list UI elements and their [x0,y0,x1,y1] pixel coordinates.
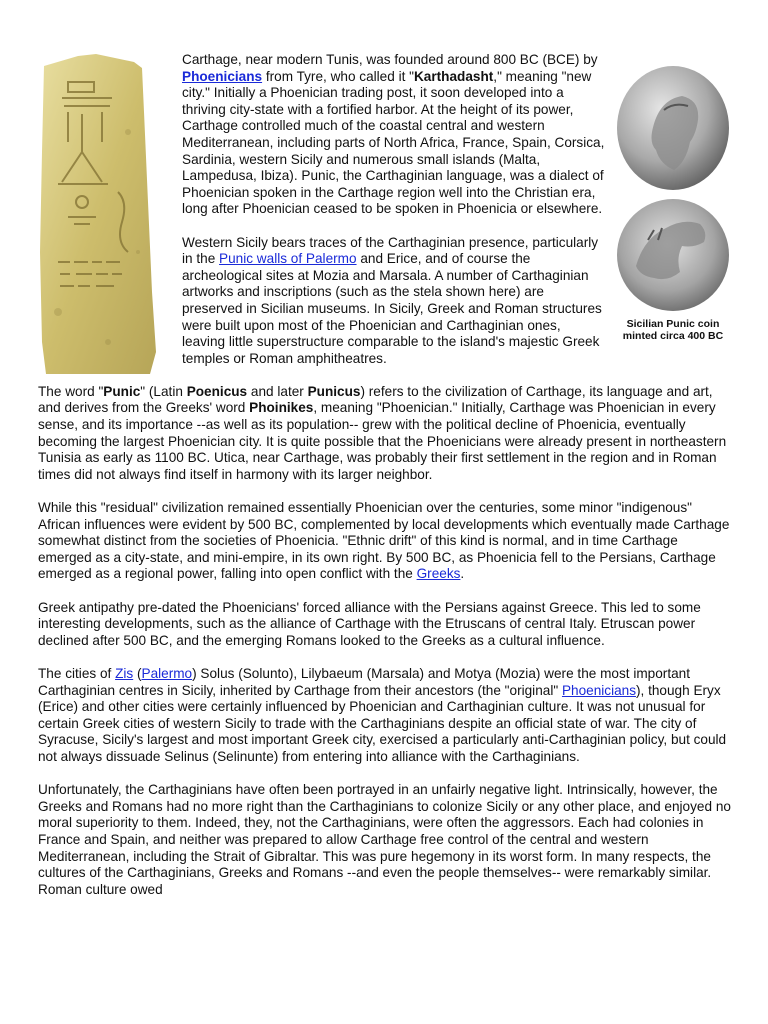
article [38,52,732,915]
punicus-term: Punicus [307,383,361,399]
paragraph-4 [38,500,732,583]
p4-text-b: . [460,566,465,582]
paragraph-3 [38,384,732,484]
paragraph-7: Unfortunately, the Carthaginians have often been portrayed in an unfairly negative light. Intrinsically, however, the Greeks and Romans had no more right than the Carthaginians to colonize Sicily or any other place, and enjoyed no moral superiority to them. Indeed, they, not the Carthaginians, were often the aggressors. Each had colonies in France and Spain, and neither was prepared to allow Carthage free control of the central and western Mediterranean, including the Strait of Gibraltar. This was pure hegemony in its worst form. In many respects, the cultures of the Carthaginians, Greeks and Romans --and even the people themselves-- were remarkably similar. Roman culture owed [38,782,731,897]
zis-link[interactable]: Zis [115,665,134,681]
p2-text-b: and Erice, and of course the archeological sites at Mozia and Marsala. A number of Carthaginian artworks and inscriptions (such as the stela shown here) are preserved in Sicilian museums. In Sicily, Greek and Roman structures were built upon most of the Phoenician and Carthaginian ones, leaving little superstructure comparable to the island's majestic Greek temples or Roman amphitheatres. [182,251,602,366]
p4-text-a: While this "residual" civilization remained essentially Phoenician over the centuries, some minor "indigenous" African influences were evident by 500 BC, complemented by local developments which eventually made Carthage somewhat distinct from the societies of Phoenicia. "Ethnic drift" of this kind is normal, and in time Carthage emerged as a city-state, and mini-empire, in its own right. By 500 BC, as Phoenicia fell to the Persians, Carthage emerged as a regional power, falling into open conflict with the [38,500,730,582]
coin-figure [614,62,732,342]
phoenicians-link[interactable]: Phoenicians [182,68,263,84]
phoenicians-link-2[interactable]: Phoenicians [561,682,637,698]
stela-image [38,52,178,374]
p6-text-c: ) Solus (Solunto), Lilybaeum (Marsala) and Motya (Mozia) were the most important Carthaginian centres in Sicily, inherited by Carthage from their ancestors (the "original" [38,665,690,698]
karthadasht-term: Karthadasht [413,68,494,84]
p1-text-b: from Tyre, who called it " [262,68,414,84]
coin-caption-line2: minted circa 400 BC [622,330,724,342]
palermo-link[interactable]: Palermo [141,665,193,681]
paragraph-6 [38,666,732,766]
coin-caption [614,318,732,342]
p3-text-c: and later [247,383,308,399]
poenicus-term: Poenicus [186,383,248,399]
greeks-link[interactable]: Greeks [416,566,461,582]
paragraph-5: Greek antipathy pre-dated the Phoenicians' forced alliance with the Persians against Greece. This led to some interesting developments, such as the alliance of Carthage with the Etruscans of central Italy. Etruscan power declined after 500 BC, and the emerging Romans looked to the Greeks as a cultural influence. [38,599,701,648]
p6-text-d: ), though Eryx (Erice) and other cities were certainly influenced by Phoenician and Carthaginian culture. It was not unusual for certain Greek cities of western Sicily to trade with the Carthaginians despite an official state of war. The city of Syracuse, Sicily's largest and most important Greek city, exercised a particularly anti-Carthaginian policy, but could not always dissuade Selinus (Selinunte) from entering into alliance with the Carthaginians. [38,682,727,764]
coin-obverse-image [614,62,732,192]
p3-text-e: , meaning "Phoenician." Initially, Carthage was Phoenician in every sense, and its importance --as well as its population-- grew with the political decline of Phoenicia, eventually becoming the largest Phoenician city. It is quite possible that the Phoenicians were already present in northeastern Tunisia as early as 1100 BC. Utica, near Carthage, was probably their first settlement in the region and in Roman times did not always find itself in harmony with its larger neighbor. [38,400,727,482]
coin-caption-line1: Sicilian Punic coin [626,318,720,330]
coin-reverse-image [614,196,732,314]
p6-text-b: ( [133,665,142,681]
p1-text-a: Carthage, near modern Tunis, was founded around 800 BC (BCE) by [182,52,598,67]
p6-text-a: The cities of [38,665,116,681]
phoinikes-term: Phoinikes [249,400,314,416]
p3-text-d: ) refers to the civilization of Carthage, its language and art, and derives from the Greeks' word [38,383,713,416]
p3-text-a: The word " [38,383,104,399]
p2-text-a: Western Sicily bears traces of the Carthaginian presence, particularly in the [182,234,599,267]
p1-text-c: ," meaning "new city." Initially a Phoenician trading post, it soon developed into a thriving city-state with a fortified harbor. At the height of its power, Carthage controlled much of the coastal central and western Mediterranean, including parts of North Africa, France, Spain, Corsica, Sardinia, western Sicily and numerous small islands (Malta, Lampedusa, Ibiza). Punic, the Carthaginian language, was a dialect of Phoenician spoken in the Carthage region well into the Christian era, long after Phoenician ceased to be spoken in Phoenicia or elsewhere. [182,68,605,217]
punic-term: Punic [103,383,141,399]
p3-text-b: " (Latin [140,383,187,399]
punic-walls-link[interactable]: Punic walls of Palermo [219,251,357,267]
